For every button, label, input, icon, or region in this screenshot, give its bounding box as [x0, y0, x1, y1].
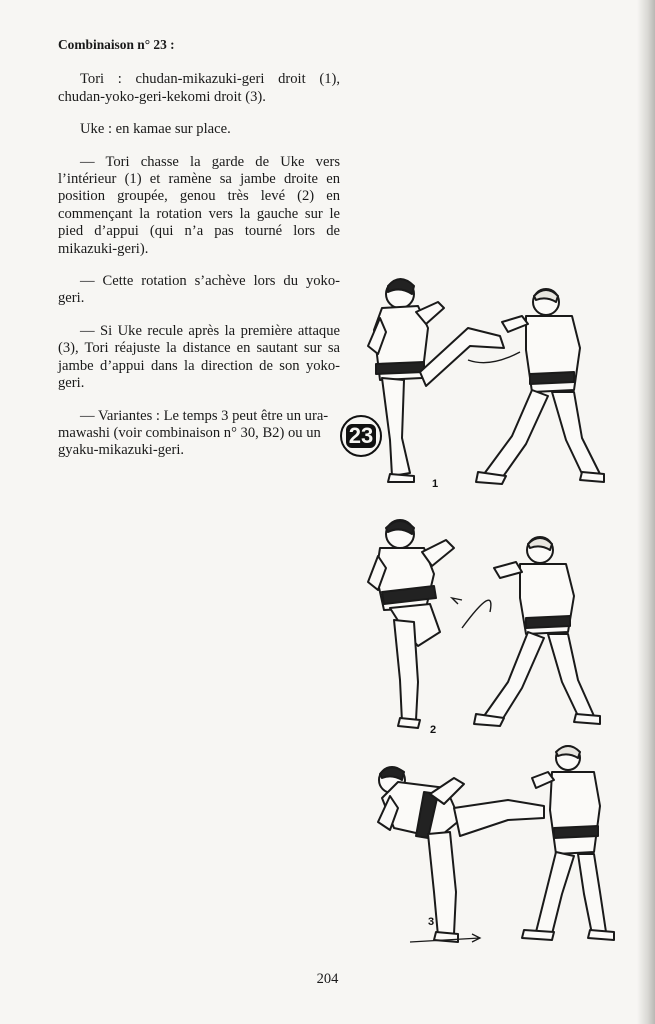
paragraph-uke: Uke : en kamae sur place. [80, 121, 231, 138]
figure-label-3: 3 [428, 916, 435, 928]
figure-label-1: 1 [432, 478, 439, 490]
badge-number: 23 [346, 424, 376, 448]
paragraph-tori: Tori : chudan-mikazuki-geri droit (1), chudan-yoko-geri-kekomi droit (3). [58, 71, 340, 105]
text-column [58, 36, 340, 475]
karate-figures-drawing-3 [368, 742, 618, 956]
paragraph-step-1: — Tori chasse la garde de Uke vers l’intérieur (1) et ramène sa jambe droite en position groupée, genou très levé (2) en commençant la rotation vers la gauche sur le pied d’appui (qui n’a pas tourné lors de mikazuki-geri). [58, 153, 340, 257]
figure-label-2: 2 [430, 724, 437, 736]
illustration-2 [360, 512, 615, 744]
paragraph-step-3: — Si Uke recule après la première attaque (3), Tori réajuste la distance en sautant sur sa jambe d’appui dans la direction de son yoko-geri. [58, 322, 340, 392]
karate-figures-drawing-1 [360, 268, 615, 493]
page-edge-shadow [637, 0, 655, 1024]
illustration-1 [360, 268, 615, 493]
karate-figures-drawing-2 [360, 512, 615, 744]
illustration-3 [368, 742, 618, 956]
paragraph-step-2: — Cette rotation s’achève lors du yoko-geri. [58, 273, 340, 307]
combination-heading: Combinaison n° 23 : [58, 37, 175, 52]
page-number: 204 [316, 971, 339, 987]
paragraph-variantes: — Variantes : Le temps 3 peut être un ura-mawashi (voir combinaison n° 30, B2) ou un gyaku-mikazuki-geri. [58, 407, 329, 459]
